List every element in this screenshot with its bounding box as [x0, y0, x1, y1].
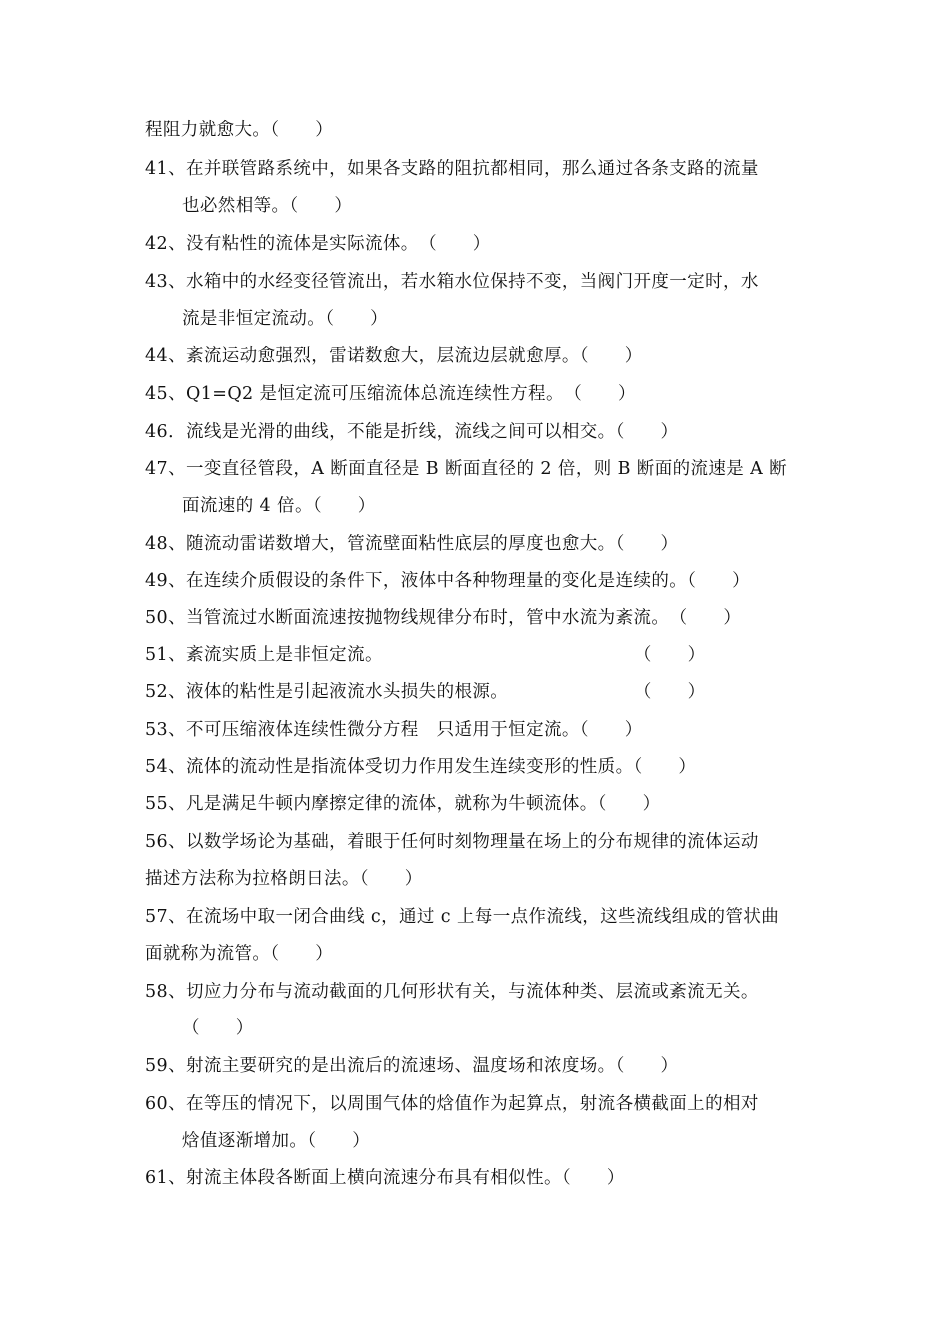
question-60 — [145, 1092, 759, 1116]
question-40-continuation — [145, 118, 333, 142]
question-number: 44、 — [145, 346, 186, 366]
question-52 — [145, 680, 705, 704]
question-number: 43、 — [145, 272, 186, 292]
question-number: 60、 — [145, 1094, 186, 1114]
question-text: 射流主要研究的是出流后的流速场、温度场和浓度场。（ ） — [185, 1056, 679, 1076]
question-number: 45、 — [145, 384, 186, 404]
question-number: 53、 — [145, 720, 186, 740]
question-56 — [145, 830, 759, 854]
question-text: 射流主体段各断面上横向流速分布具有相似性。（ ） — [185, 1168, 625, 1188]
question-text: 紊流运动愈强烈，雷诺数愈大，层流边层就愈厚。（ ） — [185, 346, 643, 366]
question-text: 焓值逐渐增加。（ ） — [182, 1131, 371, 1151]
question-text: 液体的粘性是引起液流水头损失的根源。 （ ） — [185, 682, 706, 702]
question-text: 水箱中的水经变径管流出，若水箱水位保持不变，当阀门开度一定时，水 — [185, 272, 759, 292]
question-number: 48、 — [145, 534, 186, 554]
question-55 — [145, 792, 661, 816]
question-number: 51、 — [145, 645, 186, 665]
question-number: 52、 — [145, 682, 186, 702]
question-text: 流是非恒定流动。（ ） — [182, 309, 389, 329]
question-text: 不可压缩液体连续性微分方程 只适用于恒定流。（ ） — [185, 720, 643, 740]
question-59 — [145, 1054, 678, 1078]
question-text: （ ） — [182, 1018, 254, 1038]
question-text: 切应力分布与流动截面的几何形状有关，与流体种类、层流或紊流无关。 — [185, 982, 759, 1002]
question-text: 当管流过水断面流速按抛物线规律分布时，管中水流为紊流。 （ ） — [185, 608, 742, 628]
question-number: 55、 — [145, 794, 186, 814]
question-text: 以数学场论为基础，着眼于任何时刻物理量在场上的分布规律的流体运动 — [185, 832, 759, 852]
question-41-continuation — [182, 194, 352, 218]
question-number: 58、 — [145, 982, 186, 1002]
question-number: 59、 — [145, 1056, 186, 1076]
question-text: 也必然相等。（ ） — [182, 196, 353, 216]
question-51 — [145, 643, 705, 667]
question-58-continuation — [182, 1016, 254, 1040]
question-text: 描述方法称为拉格朗日法。（ ） — [145, 869, 423, 889]
question-text: Q1=Q2 是恒定流可压缩流体总流连续性方程。 （ ） — [185, 384, 636, 404]
question-number: 42、 — [145, 234, 186, 254]
question-text: 在流场中取一闭合曲线 c，通过 c 上每一点作流线，这些流线组成的管状曲 — [185, 907, 780, 927]
question-text: 在并联管路系统中，如果各支路的阻抗都相同，那么通过各条支路的流量 — [185, 159, 759, 179]
question-number: 41、 — [145, 159, 186, 179]
question-number: 49、 — [145, 571, 186, 591]
question-text: 紊流实质上是非恒定流。 （ ） — [185, 645, 706, 665]
question-text: 没有粘性的流体是实际流体。 （ ） — [185, 234, 491, 254]
question-number: 61、 — [145, 1168, 186, 1188]
question-44 — [145, 344, 643, 368]
question-53 — [145, 718, 643, 742]
question-text: 随流动雷诺数增大，管流壁面粘性底层的厚度也愈大。（ ） — [185, 534, 679, 554]
question-number: 46． — [145, 422, 186, 442]
question-42 — [145, 232, 491, 256]
question-48 — [145, 532, 678, 556]
question-54 — [145, 755, 696, 779]
question-43 — [145, 270, 759, 294]
question-text: 面就称为流管。（ ） — [145, 944, 334, 964]
question-43-continuation — [182, 307, 388, 331]
question-50 — [145, 606, 741, 630]
question-60-continuation — [182, 1129, 370, 1153]
question-47 — [145, 457, 787, 481]
question-text: 一变直径管段，A 断面直径是 B 断面直径的 2 倍，则 B 断面的流速是 A 断 — [185, 459, 788, 479]
question-47-continuation — [182, 494, 376, 518]
question-number: 56、 — [145, 832, 186, 852]
question-text: 程阻力就愈大。（ ） — [145, 120, 334, 140]
question-41 — [145, 157, 759, 181]
question-46 — [145, 420, 678, 444]
question-text: 凡是满足牛顿内摩擦定律的流体，就称为牛顿流体。（ ） — [185, 794, 661, 814]
question-number: 47、 — [145, 459, 186, 479]
question-49 — [145, 569, 750, 593]
question-text: 流体的流动性是指流体受切力作用发生连续变形的性质。（ ） — [185, 757, 697, 777]
question-text: 面流速的 4 倍。（ ） — [182, 496, 376, 516]
question-56-continuation — [145, 867, 423, 891]
question-61 — [145, 1166, 625, 1190]
question-58 — [145, 980, 759, 1004]
question-text: 在连续介质假设的条件下，液体中各种物理量的变化是连续的。（ ） — [185, 571, 751, 591]
question-57 — [145, 905, 779, 929]
question-57-continuation — [145, 942, 333, 966]
question-45 — [145, 382, 636, 406]
question-number: 57、 — [145, 907, 186, 927]
question-number: 54、 — [145, 757, 186, 777]
question-number: 50、 — [145, 608, 186, 628]
question-text: 在等压的情况下，以周围气体的焓值作为起算点，射流各横截面上的相对 — [185, 1094, 759, 1114]
question-text: 流线是光滑的曲线，不能是折线，流线之间可以相交。（ ） — [185, 422, 679, 442]
